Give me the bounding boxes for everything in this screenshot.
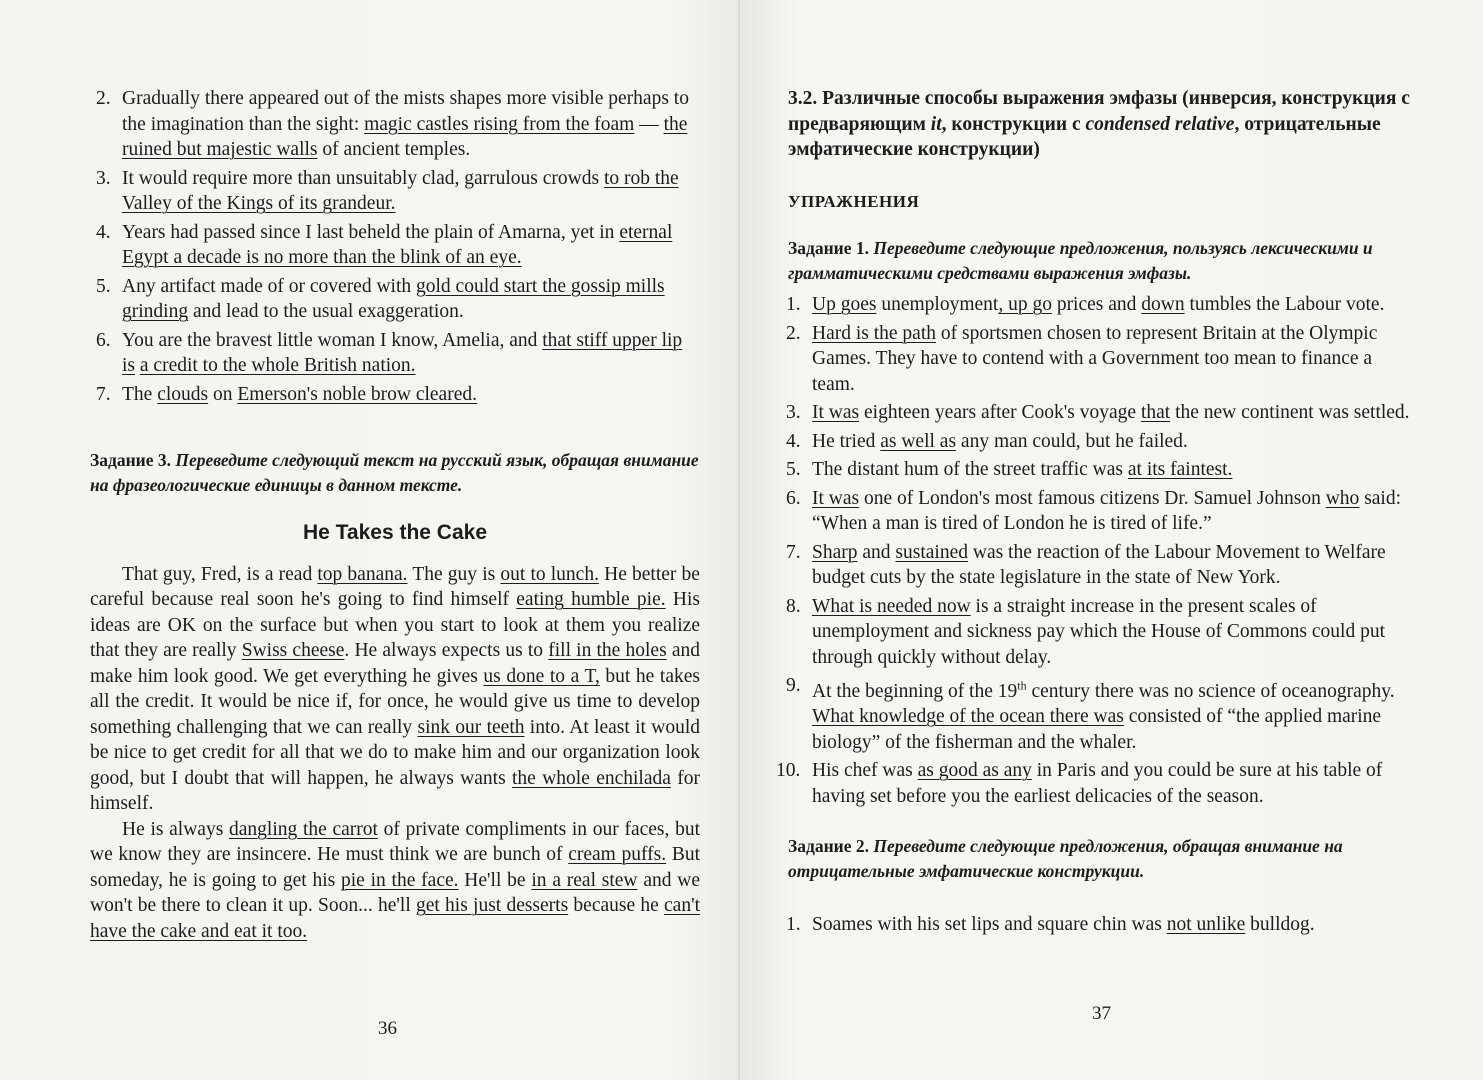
text-run: He tried	[812, 430, 881, 452]
underlined-phrase: sink our teeth	[417, 716, 525, 738]
text-run: and	[857, 541, 896, 563]
list-item	[788, 400, 1410, 426]
underlined-phrase: Emerson's noble brow cleared.	[237, 383, 477, 405]
text-run: 3.2. Различные способы выражения эмфазы (инверсия, конструкция с предваряющим	[788, 88, 1410, 135]
text-run: on	[208, 383, 238, 405]
text-run: The	[122, 383, 158, 405]
item-text	[812, 459, 1232, 480]
item-text	[812, 760, 1382, 807]
list-item	[90, 382, 700, 408]
underlined-phrase: us done to a T,	[483, 665, 600, 687]
story-title: He Takes the Cake	[302, 521, 488, 544]
underlined-phrase: magic castles rising from the foam	[364, 113, 635, 135]
left-page	[0, 0, 740, 1080]
underlined-phrase: fill in the holes	[548, 640, 667, 661]
item-text	[812, 402, 1410, 423]
list-item	[90, 274, 700, 325]
text-run: The guy is	[407, 563, 501, 585]
text-run: said: “When a man is tired of London he is tired of life.”	[812, 487, 1402, 534]
underlined-phrase: gold could start the gossip mills grinding	[122, 275, 665, 322]
item-text	[812, 596, 1385, 668]
text-run: , отрицательные эмфатические конструкции)	[788, 113, 1381, 160]
underlined-phrase: Hard is the path	[812, 322, 937, 344]
item-number: 8.	[786, 595, 801, 617]
text-run: , конструкции с	[941, 113, 1086, 135]
right-exercise-list	[776, 292, 1410, 809]
section-title	[788, 86, 1410, 163]
item-number: 9.	[786, 675, 801, 696]
task-2	[788, 834, 1410, 884]
underlined-phrase: , up go	[998, 294, 1052, 315]
list-item	[788, 429, 1410, 455]
list-item	[788, 292, 1410, 318]
item-number: 1.	[786, 914, 801, 935]
underlined-phrase: What is needed now	[812, 595, 971, 617]
underlined-phrase: dangling the carrot	[229, 818, 378, 840]
item-text	[122, 168, 679, 215]
text-run: but he takes all the credit. It would be nice if, for once, he would give us time to develop something challenging that we can really	[90, 665, 701, 738]
text-run: eighteen years after Cook's voyage	[859, 402, 1141, 423]
underlined-phrase: sustained	[895, 541, 968, 563]
underlined-phrase: eternal Egypt a decade is no more than the blink of an eye.	[122, 221, 673, 268]
text-run: You are the bravest little woman I know, Amelia, and	[122, 329, 543, 351]
story-paragraph	[90, 817, 700, 945]
underlined-phrase: It was	[812, 487, 860, 509]
page-number-right: 37	[1092, 1003, 1111, 1024]
task-1-label: Задание 1.	[788, 238, 870, 258]
list-item	[788, 486, 1410, 537]
text-run: of ancient temples.	[317, 139, 471, 160]
item-number: 4.	[786, 430, 801, 452]
list-item	[90, 166, 700, 217]
item-number: 1.	[786, 294, 801, 315]
text-run: into. At least it would be nice to get credit for all that we do to make him and our organization look good, but I doubt that will happen, he always wants	[90, 716, 700, 789]
item-text	[812, 678, 1395, 753]
italic-term: it	[930, 113, 942, 135]
item-number: 3.	[96, 167, 111, 189]
item-text	[812, 294, 1384, 315]
text-run: —	[634, 113, 664, 135]
text-run: and lead to the usual exaggeration.	[188, 301, 464, 322]
item-number: 2.	[786, 322, 801, 344]
underlined-phrase: that stiff upper lip is	[122, 329, 683, 376]
item-text	[812, 488, 1401, 535]
text-run: Years had passed since I last beheld the plain of Amarna, yet in	[122, 221, 620, 243]
left-exercise-list	[90, 86, 700, 407]
item-number: 6.	[96, 329, 111, 351]
item-number: 7.	[96, 383, 111, 405]
list-item	[776, 758, 1410, 809]
text-run: for himself.	[90, 767, 700, 814]
item-text	[812, 542, 1386, 589]
text-run: and make him look good. We get everything he gives	[90, 640, 701, 687]
underlined-phrase: can't have the cake and eat it too.	[90, 895, 701, 942]
item-text	[122, 384, 477, 405]
text-run: His ideas are OK on the surface but when you start to look at them you realize that they are really	[90, 589, 700, 661]
text-run: th	[1017, 678, 1027, 692]
story-body	[90, 562, 700, 945]
text-run: At the beginning of the 19	[812, 680, 1018, 702]
underlined-phrase: as well as	[880, 430, 957, 452]
text-run: . He always expects us to	[344, 640, 549, 661]
list-item	[788, 673, 1410, 755]
item-text	[122, 222, 672, 269]
text-run: of sportsmen chosen to represent Britain at the Olympic Games. They have to contend with a Government too mean to finance a team.	[812, 322, 1378, 395]
task-2-list	[788, 912, 1410, 938]
text-run: one of London's most famous citizens Dr. Samuel Johnson	[859, 487, 1326, 509]
list-item	[90, 328, 700, 379]
underlined-phrase: who	[1325, 487, 1360, 509]
text-run: Gradually there appeared out of the mists shapes more visible perhaps to the imagination than the sight:	[122, 88, 689, 135]
item-number: 4.	[96, 221, 111, 243]
task-3-text: Переведите следующий текст на русский язык, обращая внимание на фразеологические единицы в данном тексте.	[90, 450, 699, 495]
underlined-phrase: a credit to the whole British nation.	[139, 355, 416, 376]
text-run: because he	[568, 895, 665, 916]
item-number: 7.	[786, 541, 801, 563]
underlined-phrase: Sharp	[812, 541, 858, 563]
underlined-phrase: get his just desserts	[415, 895, 569, 916]
text-run: Soames with his set lips and square chin was	[812, 914, 1167, 935]
underlined-phrase: top banana.	[317, 563, 408, 585]
text-run: He is always	[122, 818, 230, 840]
underlined-phrase: to rob the Valley of the Kings of its grandeur.	[122, 167, 679, 214]
item-text	[812, 914, 1315, 935]
task-2-label: Задание 2.	[788, 836, 870, 856]
list-item	[788, 540, 1410, 591]
right-page-content	[776, 86, 1410, 941]
underlined-phrase: Swiss cheese	[241, 640, 345, 661]
text-run: the new continent was settled.	[1170, 402, 1410, 423]
text-run: prices and	[1051, 294, 1142, 315]
italic-term: condensed relative	[1085, 113, 1235, 135]
item-number: 5.	[96, 275, 111, 297]
text-run: tumbles the Labour vote.	[1184, 294, 1385, 315]
text-run: He better be careful because real soon he's going to find himself	[90, 563, 700, 610]
text-run: and we won't be there to clean it up. Soon... he'll	[90, 869, 700, 916]
list-item	[90, 86, 700, 163]
text-run: That guy, Fred, is a read	[122, 563, 318, 585]
task-1	[788, 236, 1410, 286]
underlined-phrase: pie in the face.	[341, 869, 459, 891]
text-run: was the reaction of the Labour Movement to Welfare budget cuts by the state legislature in the state of New York.	[812, 541, 1386, 588]
task-1-text: Переведите следующие предложения, пользуясь лексическими и грамматическими средствами выражения эмфазы.	[788, 238, 1373, 283]
underlined-phrase: out to lunch.	[500, 563, 599, 585]
text-run: bulldog.	[1245, 914, 1315, 935]
underlined-phrase: at its faintest.	[1127, 459, 1233, 480]
text-run: unemployment	[876, 294, 999, 315]
underlined-phrase: as good as any	[917, 760, 1032, 781]
task-3-label: Задание 3.	[90, 450, 172, 470]
page-number-left: 36	[378, 1018, 397, 1039]
item-text	[122, 88, 689, 160]
list-item	[788, 457, 1410, 483]
underlined-phrase: that	[1140, 402, 1171, 423]
text-run: of private compliments in our faces, but we know they are insincere. He must think we are bunch of	[90, 818, 700, 865]
list-item	[788, 912, 1410, 938]
item-number: 5.	[786, 459, 801, 480]
item-text	[122, 330, 682, 377]
text-run: But someday, he is going to get his	[90, 844, 700, 891]
item-text	[122, 276, 665, 323]
item-number: 2.	[96, 88, 111, 109]
underlined-phrase: cream puffs.	[568, 844, 667, 865]
text-run: His chef was	[812, 760, 918, 781]
text-run: consisted of “the applied marine biology” of the fisherman and the whaler.	[812, 706, 1382, 753]
text-run: He'll be	[458, 869, 532, 891]
task-3	[90, 448, 700, 498]
item-number: 10.	[776, 760, 801, 781]
item-text	[812, 431, 1188, 452]
underlined-phrase: eating humble pie.	[516, 589, 666, 610]
underlined-phrase: What knowledge of the ocean there was	[812, 706, 1124, 727]
underlined-phrase: not unlike	[1166, 914, 1246, 935]
text-run: any man could, but he failed.	[956, 430, 1188, 452]
list-item	[788, 594, 1410, 671]
left-page-content	[90, 86, 700, 944]
list-item	[90, 220, 700, 271]
underlined-phrase: clouds	[157, 383, 209, 405]
list-item	[788, 321, 1410, 398]
underlined-phrase: Up goes	[812, 294, 877, 315]
exercises-heading: УПРАЖНЕНИЯ	[788, 191, 920, 211]
text-run: Any artifact made of or covered with	[122, 275, 417, 297]
underlined-phrase: It was	[812, 402, 860, 423]
underlined-phrase: the whole enchilada	[512, 767, 671, 789]
underlined-phrase: down	[1141, 294, 1185, 315]
item-number: 3.	[786, 402, 801, 423]
right-page	[740, 0, 1483, 1080]
text-run: in Paris and you could be sure at his table of having set before you the earliest delicacies of the season.	[812, 760, 1383, 807]
text-run: century there was no science of oceanography.	[1026, 680, 1395, 702]
story-paragraph	[90, 562, 700, 817]
underlined-phrase: in a real stew	[531, 869, 638, 891]
item-text	[812, 323, 1377, 395]
text-run: The distant hum of the street traffic was	[812, 459, 1128, 480]
underlined-phrase: the ruined but majestic walls	[122, 113, 688, 160]
text-run: is a straight increase in the present scales of unemployment and sickness pay which the House of Commons could put through quickly without delay.	[812, 595, 1386, 668]
item-number: 6.	[786, 487, 801, 509]
text-run: It would require more than unsuitably clad, garrulous crowds	[122, 167, 604, 189]
task-2-text: Переведите следующие предложения, обращая внимание на отрицательные эмфатические конструкции.	[788, 836, 1343, 881]
